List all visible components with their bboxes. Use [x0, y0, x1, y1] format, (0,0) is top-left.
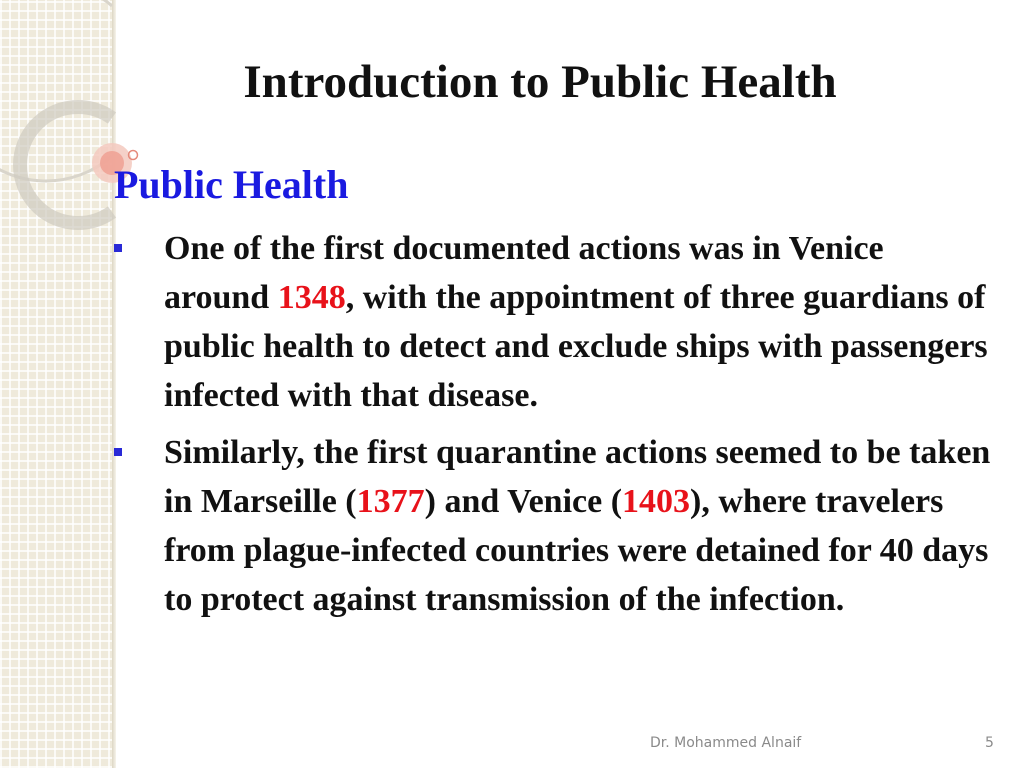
page-number: 5 — [985, 735, 994, 751]
bullet-text: One of the first documented actions was in Venice around — [164, 230, 884, 316]
bullet-text: , with the appointment of three guardians of public health to detect and exclude ships with passengers infected with that disease. — [164, 279, 988, 414]
bullet-text: Similarly, the first quarantine actions seemed to be taken in Marseille ( — [164, 434, 991, 520]
bullet-item — [112, 224, 992, 420]
year-highlight: 1348 — [277, 279, 346, 316]
square-bullet-icon — [114, 448, 122, 456]
bullet-list — [112, 224, 992, 632]
footer-author: Dr. Mohammed Alnaif — [650, 735, 802, 751]
slide-title: Introduction to Public Health — [243, 56, 837, 108]
bullet-text: ), where travelers from plague-infected countries were detained for 40 days to protect against transmission of the infection. — [164, 483, 989, 618]
square-bullet-icon — [114, 244, 122, 252]
section-heading: Public Health — [114, 162, 349, 207]
bullet-item — [112, 428, 992, 624]
bullet-text: ) and Venice ( — [424, 483, 623, 520]
year-highlight: 1377 — [356, 483, 425, 520]
year-highlight: 1403 — [622, 483, 691, 520]
